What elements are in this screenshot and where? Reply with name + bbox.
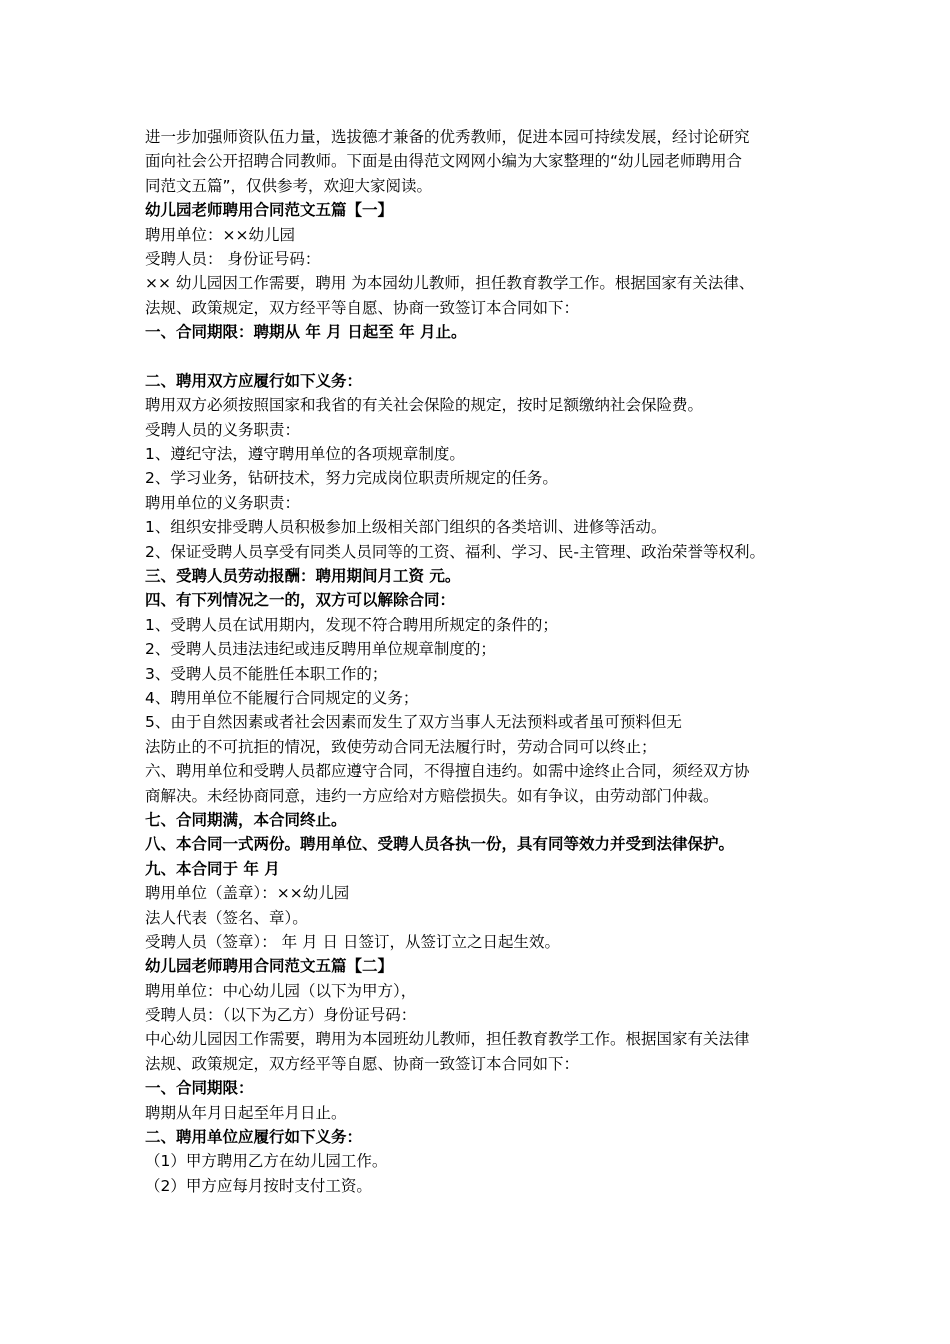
list-item: 1、遵纪守法，遵守聘用单位的各项规章制度。 <box>145 445 465 464</box>
list-item: （1）甲方聘用乙方在幼儿园工作。 <box>145 1152 388 1171</box>
paragraph-line: 受聘人员的义务职责： <box>145 420 301 439</box>
employer-line: 聘用单位：××幼儿园 <box>145 225 295 244</box>
employee-line: 受聘人员：（以下为乙方）身份证号码： <box>145 1006 417 1025</box>
preamble-line-1: ×× 幼儿园因工作需要，聘用 为本园幼儿教师，担任教育教学工作。根据国家有关法律、 <box>145 274 755 293</box>
preamble-line-2: 法规、政策规定，双方经平等自愿、协商一致签订本合同如下： <box>145 298 580 317</box>
paragraph-line: 聘用双方必须按照国家和我省的有关社会保险的规定，按时足额缴纳社会保险费。 <box>145 396 704 415</box>
clause-heading: 二、聘用双方应履行如下义务： <box>145 371 363 390</box>
intro-line-1: 进一步加强师资队伍力量，选拔德才兼备的优秀教师，促进本园可持续发展，经讨论研究 <box>145 128 750 146</box>
list-item: （2）甲方应每月按时支付工资。 <box>145 1176 372 1195</box>
paragraph-line: 商解决。未经协商同意，违约一方应给对方赔偿损失。如有争议，由劳动部门仲裁。 <box>145 786 719 805</box>
list-item: 4、聘用单位不能履行合同规定的义务； <box>145 688 419 707</box>
signature-line: 受聘人员（签章）： 年 月 日 日签订，从签订立之日起生效。 <box>145 932 560 951</box>
clause-heading: 八、本合同一式两份。聘用单位、受聘人员各执一份，具有同等效力并受到法律保护。 <box>145 835 735 854</box>
intro-line-3: 同范文五篇”，仅供参考，欢迎大家阅读。 <box>145 176 433 195</box>
paragraph-line: 聘用单位的义务职责： <box>145 493 301 512</box>
clause-heading: 一、合同期限：聘期从 年 月 日起至 年 月止。 <box>145 323 467 342</box>
signature-line: 聘用单位（盖章）：××幼儿园 <box>145 884 350 903</box>
section-heading-2: 幼儿园老师聘用合同范文五篇【二】 <box>145 957 394 976</box>
preamble-line-1: 中心幼儿园因工作需要，聘用为本园班幼儿教师，担任教育教学工作。根据国家有关法律 <box>145 1030 750 1049</box>
clause-heading: 一、合同期限： <box>145 1079 254 1098</box>
signature-line: 法人代表（签名、章）。 <box>145 908 308 927</box>
list-item: 1、组织安排受聘人员积极参加上级相关部门组织的各类培训、进修等活动。 <box>145 518 667 537</box>
clause-heading: 七、合同期满，本合同终止。 <box>145 810 347 829</box>
clause-heading: 二、聘用单位应履行如下义务： <box>145 1128 363 1147</box>
list-item: 5、由于自然因素或者社会因素而发生了双方当事人无法预料或者虽可预料但无 <box>145 713 682 732</box>
document-page <box>145 125 815 1198</box>
list-item: 2、学习业务，钻研技术，努力完成岗位职责所规定的任务。 <box>145 469 558 488</box>
list-item: 2、受聘人员违法违纪或违反聘用单位规章制度的； <box>145 640 496 659</box>
clause-heading: 三、受聘人员劳动报酬：聘用期间月工资 元。 <box>145 567 461 586</box>
section-heading-1: 幼儿园老师聘用合同范文五篇【一】 <box>145 201 394 220</box>
employer-line: 聘用单位：中心幼儿园（以下为甲方）， <box>145 981 417 1000</box>
list-item: 1、受聘人员在试用期内，发现不符合聘用所规定的条件的； <box>145 615 558 634</box>
paragraph-line: 聘期从年月日起至年月日止。 <box>145 1103 347 1122</box>
paragraph-line: 法防止的不可抗拒的情况，致使劳动合同无法履行时，劳动合同可以终止； <box>145 737 657 756</box>
employee-line: 受聘人员： 身份证号码： <box>145 249 321 268</box>
intro-line-2: 面向社会公开招聘合同教师。下面是由得范文网网小编为大家整理的“幼儿园老师聘用合 <box>145 152 743 171</box>
blank-line <box>145 345 815 369</box>
list-item: 2、保证受聘人员享受有同类人员同等的工资、福利、学习、民-主管理、政治荣誉等权利。 <box>145 542 765 561</box>
paragraph-line: 六、聘用单位和受聘人员都应遵守合同，不得擅自违约。如需中途终止合同，须经双方协 <box>145 762 750 781</box>
clause-heading: 四、有下列情况之一的，双方可以解除合同： <box>145 591 456 610</box>
clause-heading: 九、本合同于 年 月 <box>145 859 280 878</box>
preamble-line-2: 法规、政策规定，双方经平等自愿、协商一致签订本合同如下： <box>145 1054 580 1073</box>
list-item: 3、受聘人员不能胜任本职工作的； <box>145 664 388 683</box>
